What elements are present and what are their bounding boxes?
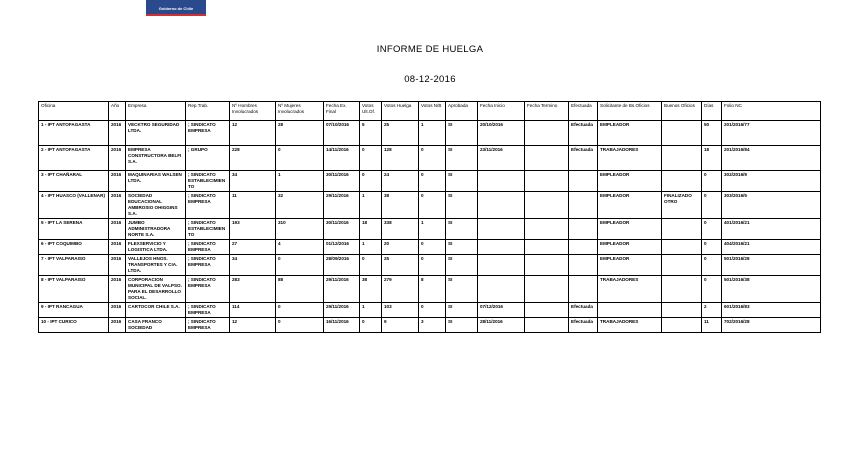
table-cell: EMPLEADOR [598, 255, 662, 276]
table-header [39, 102, 821, 121]
table-cell: 0 [702, 171, 722, 192]
table-cell: Efectuada [569, 146, 598, 171]
table-cell: 0 [419, 303, 446, 318]
table-cell: 1 - IPT ANTOFAGASTA [39, 121, 109, 146]
table-cell: SOCIEDAD EDUCACIONAL AMBROSIO OHIGGINS S.A. [126, 192, 186, 219]
table-cell: 88 [276, 276, 324, 303]
table-cell [525, 219, 569, 240]
table-cell: SI [446, 303, 478, 318]
table-cell [478, 276, 525, 303]
table-cell: SI [446, 219, 478, 240]
table-cell [525, 255, 569, 276]
table-cell [662, 303, 702, 318]
table-row [39, 240, 821, 255]
table-cell [662, 240, 702, 255]
table-cell: ; SINDICATO EMPRESA [186, 303, 230, 318]
column-header: Buenos Oficios [662, 102, 702, 121]
table-cell: 28/09/2016 [324, 255, 360, 276]
table-cell [525, 303, 569, 318]
column-header: Año [109, 102, 126, 121]
column-header: Fecha Ex. Final [324, 102, 360, 121]
table-cell: 11 [702, 318, 722, 333]
table-cell: 2016 [109, 171, 126, 192]
table-cell [662, 276, 702, 303]
table-cell: 23/11/2016 [478, 146, 525, 171]
table-cell: 29/11/2016 [324, 192, 360, 219]
column-header: Nº Mujeres Involucrados [276, 102, 324, 121]
table-cell: SI [446, 192, 478, 219]
table-cell: 9 - IPT RANCAGUA [39, 303, 109, 318]
table-cell: 401/2016/21 [722, 219, 821, 240]
table-cell: 20 [382, 240, 419, 255]
table-cell: SI [446, 146, 478, 171]
table-cell: 0 [419, 192, 446, 219]
table-cell: 29/11/2016 [324, 276, 360, 303]
table-row [39, 318, 821, 333]
table-cell [478, 192, 525, 219]
table-row [39, 192, 821, 219]
column-header: Votos Huelga [382, 102, 419, 121]
table-cell: 4 - IPT HUASCO (VALLENAR) [39, 192, 109, 219]
table-cell [662, 171, 702, 192]
table-cell: 201/2016/77 [722, 121, 821, 146]
table-cell [569, 255, 598, 276]
column-header: Folio NC [722, 102, 821, 121]
table-cell: 0 [419, 171, 446, 192]
table-cell [478, 171, 525, 192]
table-row [39, 255, 821, 276]
table-row [39, 121, 821, 146]
table-cell: 5 - IPT LA SERENA [39, 219, 109, 240]
table-cell: CASA FRANCO SOCIEDAD [126, 318, 186, 333]
table-cell: 103 [382, 303, 419, 318]
strike-report-table [38, 101, 821, 333]
table-cell: 34 [230, 171, 276, 192]
table-cell: 279 [382, 276, 419, 303]
table-cell: 0 [419, 146, 446, 171]
table-cell: 0 [702, 276, 722, 303]
column-header: Nº Hombres Involucrados [230, 102, 276, 121]
table-cell: ; SINDICATO EMPRESA [186, 121, 230, 146]
table-cell: CARTOCOR CHILE S.A. [126, 303, 186, 318]
table-cell: 07/12/2016 [478, 303, 525, 318]
table-cell: 228 [230, 146, 276, 171]
table-cell [478, 255, 525, 276]
table-cell: 29/11/2016 [324, 303, 360, 318]
table-cell: SI [446, 121, 478, 146]
table-cell: 0 [360, 318, 382, 333]
table-cell: 24 [382, 171, 419, 192]
table-cell: 1 [360, 192, 382, 219]
table-cell: EMPRESA CONSTRUCTORA BELFI S.A. [126, 146, 186, 171]
column-header: Efectuada [569, 102, 598, 121]
table-cell [525, 240, 569, 255]
table-cell: 114 [230, 303, 276, 318]
table-cell [525, 276, 569, 303]
table-cell: 2016 [109, 240, 126, 255]
table-cell: ; SINDICATO EMPRESA [186, 255, 230, 276]
table-cell: 25 [382, 255, 419, 276]
table-cell: Efectuada [569, 318, 598, 333]
column-header: Rep.Trab. [186, 102, 230, 121]
table-cell: EMPLEADOR [598, 121, 662, 146]
column-header: Votos Ult.Of. [360, 102, 382, 121]
table-cell [662, 318, 702, 333]
table-cell [569, 276, 598, 303]
table-cell: SI [446, 255, 478, 276]
table-cell: EMPLEADOR [598, 192, 662, 219]
table-cell: Efectuada [569, 303, 598, 318]
column-header: Fecha Inicio [478, 102, 525, 121]
table-cell: 2016 [109, 192, 126, 219]
table-cell: 8 - IPT VALPARAISO [39, 276, 109, 303]
table-cell [478, 240, 525, 255]
table-cell: 12 [230, 121, 276, 146]
table-cell: SI [446, 240, 478, 255]
table-cell: 25 [382, 121, 419, 146]
table-cell: JUMBO ADMINISTRADORA NORTE S.A. [126, 219, 186, 240]
table-cell: 0 [419, 255, 446, 276]
table-cell: VALLEJOS HNOS. TRANSPORTES Y CIA. LTDA. [126, 255, 186, 276]
table-cell: 702/2016/28 [722, 318, 821, 333]
table-cell: 0 [360, 255, 382, 276]
table-cell: 1 [360, 240, 382, 255]
table-cell: 30/11/2016 [324, 219, 360, 240]
table-cell: ; SINDICATO ESTABLECIMIENTO [186, 171, 230, 192]
column-header: Días [702, 102, 722, 121]
table-cell: 30/11/2016 [324, 171, 360, 192]
table-cell: 2 - IPT ANTOFAGASTA [39, 146, 109, 171]
table-cell: ; SINDICATO EMPRESA [186, 192, 230, 219]
table-cell: 193 [230, 219, 276, 240]
table-cell: 9 [382, 318, 419, 333]
table-cell: 2016 [109, 121, 126, 146]
table-cell: ; GRUPO [186, 146, 230, 171]
table-cell [662, 146, 702, 171]
table-cell: 07/10/2016 [324, 121, 360, 146]
table-cell: TRABAJADORES [598, 276, 662, 303]
table-cell: 302/2016/9 [722, 171, 821, 192]
table-cell: Efectuada [569, 121, 598, 146]
table-cell: 501/2016/28 [722, 255, 821, 276]
table-row [39, 219, 821, 240]
table-cell: 38 [382, 192, 419, 219]
table-cell: 0 [276, 303, 324, 318]
table-cell: 2016 [109, 146, 126, 171]
table-cell: 601/2016/83 [722, 303, 821, 318]
table-cell: 2016 [109, 255, 126, 276]
table-cell: 4 [276, 240, 324, 255]
table-cell: 0 [702, 192, 722, 219]
table-cell [569, 219, 598, 240]
column-header: Empresa [126, 102, 186, 121]
table-cell: ; SINDICATO EMPRESA [186, 240, 230, 255]
table-cell: 8 [419, 276, 446, 303]
table-body [39, 121, 821, 333]
table-cell: 18 [702, 146, 722, 171]
table-cell: 310 [276, 219, 324, 240]
table-cell: 20/10/2016 [478, 121, 525, 146]
logo-text: Gobierno de Chile [158, 6, 194, 11]
table-cell: 2016 [109, 303, 126, 318]
table-cell: 28 [276, 121, 324, 146]
table-cell: 1 [419, 219, 446, 240]
report-date: 08-12-2016 [404, 74, 456, 85]
table-cell: 3 - IPT CHAÑARAL [39, 171, 109, 192]
column-header: Aprobada [446, 102, 478, 121]
table-cell: 6 - IPT COQUIMBO [39, 240, 109, 255]
table-cell: ; SINDICATO EMPRESA [186, 318, 230, 333]
table-cell [525, 318, 569, 333]
table-cell: TRABAJADORES [598, 318, 662, 333]
header-row [39, 102, 821, 121]
table-cell: ; SINDICATO EMPRESA [186, 276, 230, 303]
table-cell: 18 [360, 219, 382, 240]
table-cell [569, 192, 598, 219]
table-cell [569, 240, 598, 255]
table-cell: 32 [276, 192, 324, 219]
table-cell [525, 146, 569, 171]
table-cell: 0 [702, 255, 722, 276]
report-title: INFORME DE HUELGA [376, 44, 484, 55]
table-cell: 338 [382, 219, 419, 240]
table-cell [569, 171, 598, 192]
table-cell: 38 [360, 276, 382, 303]
table-cell: SI [446, 318, 478, 333]
table-cell: TRABAJADORES [598, 146, 662, 171]
government-logo [146, 0, 206, 16]
table-cell [525, 192, 569, 219]
table-cell: 201/2016/84 [722, 146, 821, 171]
table-cell: EMPLEADOR [598, 240, 662, 255]
table-cell: 501/2016/38 [722, 276, 821, 303]
column-header: Solicitante de Bs.Oficios [598, 102, 662, 121]
table-cell [478, 219, 525, 240]
table-cell: ; SINDICATO ESTABLECIMIENTO [186, 219, 230, 240]
table-cell: 1 [360, 303, 382, 318]
table-cell: 3 [419, 318, 446, 333]
table-row [39, 276, 821, 303]
table-cell [598, 303, 662, 318]
table-cell: VECKTRO SEGURIDAD LTDA. [126, 121, 186, 146]
table-cell [525, 171, 569, 192]
table-cell: FINALIZADO OTRO [662, 192, 702, 219]
column-header: Fecha Termino [525, 102, 569, 121]
table-cell: 10 - IPT CURICO [39, 318, 109, 333]
table-cell: 11 [230, 192, 276, 219]
table-cell: 0 [419, 240, 446, 255]
table-cell: SI [446, 171, 478, 192]
table-cell [662, 255, 702, 276]
table-cell: 2016 [109, 219, 126, 240]
table-cell: 5 [360, 121, 382, 146]
table-cell: 283 [230, 276, 276, 303]
table-cell: 0 [276, 255, 324, 276]
table-cell: 27 [230, 240, 276, 255]
table-cell: 14/11/2016 [324, 146, 360, 171]
table-cell: 0 [276, 318, 324, 333]
table-cell [662, 219, 702, 240]
table-cell: 0 [360, 171, 382, 192]
table-cell: 16/11/2016 [324, 318, 360, 333]
table-cell: 0 [360, 146, 382, 171]
table-cell: 1 [419, 121, 446, 146]
table-row [39, 171, 821, 192]
table-cell: 0 [276, 146, 324, 171]
table-row [39, 146, 821, 171]
table-cell: 404/2016/21 [722, 240, 821, 255]
table-cell: FLEXSERVICIO Y LOGISTICA LTDA. [126, 240, 186, 255]
table-cell: EMPLEADOR [598, 171, 662, 192]
table-cell [525, 121, 569, 146]
table-cell: 50 [702, 121, 722, 146]
table-cell: 28/11/2016 [478, 318, 525, 333]
column-header: Oficina [39, 102, 109, 121]
table-cell [662, 121, 702, 146]
table-cell: 2 [702, 303, 722, 318]
table-cell: 1 [276, 171, 324, 192]
table-cell: 7 - IPT VALPARAISO [39, 255, 109, 276]
table-cell: CORPORACION MUNICIPAL DE VALPSO. PARA EL DESARROLLO SOCIAL. [126, 276, 186, 303]
table-cell: 01/12/2016 [324, 240, 360, 255]
table-cell: 128 [382, 146, 419, 171]
table-cell: 34 [230, 255, 276, 276]
table-cell: 303/2016/5 [722, 192, 821, 219]
column-header: Votos N/B [419, 102, 446, 121]
table-cell: MAQUINARIAS WALSEN LTDA. [126, 171, 186, 192]
table-cell: 0 [702, 240, 722, 255]
table-cell: 2016 [109, 318, 126, 333]
table-cell: 2016 [109, 276, 126, 303]
table-row [39, 303, 821, 318]
table-cell: 12 [230, 318, 276, 333]
table-cell: EMPLEADOR [598, 219, 662, 240]
table-cell: SI [446, 276, 478, 303]
table-cell: 0 [702, 219, 722, 240]
